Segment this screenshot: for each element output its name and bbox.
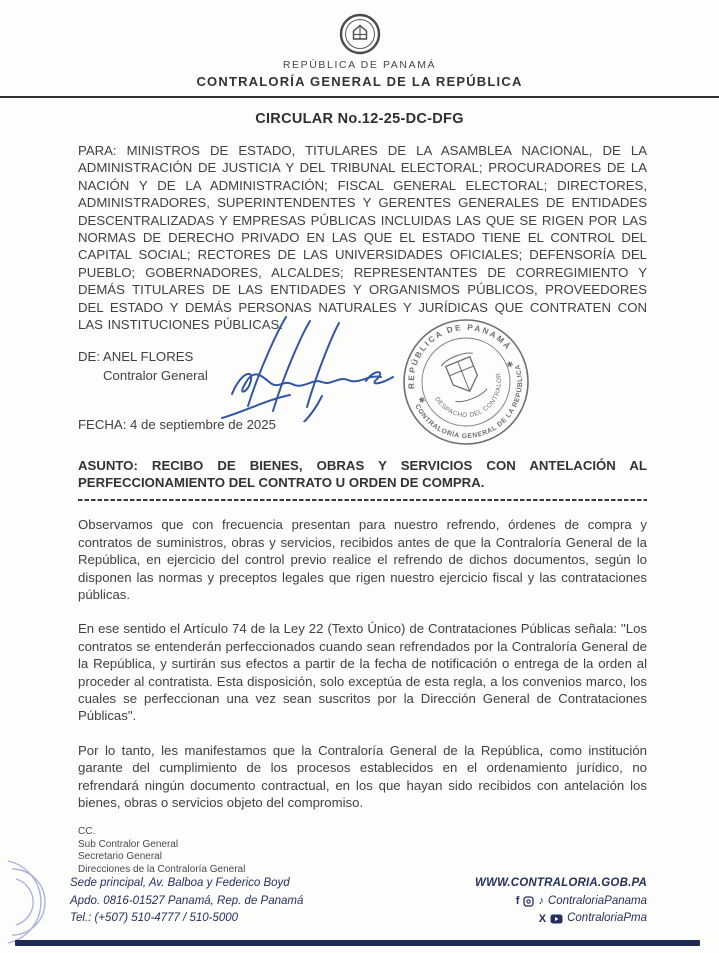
footer-address-line1: Sede principal, Av. Balboa y Federico Boyd — [70, 877, 290, 889]
cc-item: Direcciones de la Contraloría General — [78, 863, 246, 875]
x-icon: X — [538, 912, 547, 925]
stamp-inner-text: DESPACHO DEL CONTRALOR — [433, 372, 504, 420]
tiktok-icon: ♪ — [538, 895, 544, 908]
body-paragraph-3: Por lo tanto, les manifestamos que la Contraloría General de la República, como institución garante del cumplimiento de los procesos establecidos en el ordenamiento jurídico, no refrendará ningún documento contractual, en los que hayan sido recibidos con antelación los bienes, obras o servicios objeto del compromiso. — [78, 742, 647, 810]
footer-social-handle-2: ContraloriaPma — [567, 912, 647, 924]
institution-label: CONTRALORÍA GENERAL DE LA REPÚBLICA — [196, 74, 523, 89]
cc-item: Sub Contralor General — [78, 838, 179, 850]
facebook-icon: f — [515, 895, 520, 908]
body-paragraph-1: Observamos que con frecuencia presentan para nuestro refrendo, órdenes de compra y contratos de suministros, obras y servicios, recibidos antes de que la Contraloría General de la República, en ejercicio del control previo realice el refrendo de dichos documentos, según lo disponen las normas y preceptos legales que rigen nuestro ejercicio fiscal y las contrataciones públicas. — [78, 517, 647, 602]
youtube-icon — [550, 914, 563, 924]
footer — [0, 857, 719, 953]
from-title: Contralor General — [103, 367, 208, 383]
footer-bottom-bar — [15, 940, 700, 946]
body-paragraph-2: En ese sentido el Artículo 74 de la Ley 22 (Texto Único) de Contrataciones Públicas señala: "Los contratos se entenderán perfeccionados cuando sean refrendados por la Contraloría General de la República, y surtirán sus efectos a partir de la fecha de notificación o entrega de la orden al proceder al contratista. Esta disposición, solo exceptúa de esta regla, a los convenios marco, los cuales se perfeccionan una vez sean suscritos por la Dirección General de Contrataciones Públicas". — [78, 621, 647, 724]
footer-address-line3: Tel.: (+507) 510-4777 / 510-5000 — [70, 912, 239, 924]
stamp-star-right: ✱ — [505, 359, 515, 371]
circular-title: CIRCULAR No.12-25-DC-DFG — [255, 111, 464, 127]
stamp-star-left: ✱ — [417, 395, 427, 407]
footer-arcs-decoration — [0, 857, 62, 947]
dashed-separator — [78, 499, 647, 502]
footer-address — [70, 875, 303, 928]
stamp-ring-bottom-text: CONTRALORÍA GENERAL DE LA REPÚBLICA — [413, 363, 525, 441]
footer-website: WWW.CONTRALORIA.GOB.PA — [475, 877, 647, 889]
national-seal-icon — [339, 13, 381, 55]
footer-address-line2: Apdo. 0816-01527 Panamá, Rep. de Panamá — [70, 894, 304, 907]
date-line: FECHA: 4 de septiembre de 2025 — [78, 417, 276, 433]
cc-item: Secretario General — [78, 851, 162, 863]
footer-social-handle-1: ContraloriaPanama — [547, 894, 647, 907]
subject-paragraph: ASUNTO: RECIBO DE BIENES, OBRAS Y SERVICIOS CON ANTELACIÓN AL PERFECCIONAMIENTO DEL CONTRATO U ORDEN DE COMPRA. — [78, 457, 647, 491]
recipients-paragraph: PARA: MINISTROS DE ESTADO, TITULARES DE LA ASAMBLEA NACIONAL, DE LA ADMINISTRACIÓN DE JUSTICIA Y DEL TRIBUNAL ELECTORAL; PROCURADORES DE LA NACIÓN Y DE LA ADMINISTRACIÓN; FISCAL GENERAL ELECTORAL; DIRECTORES, ADMINISTRADORES, SUPERINTENDENTES Y GERENTES GENERALES DE ENTIDADES DESCENTRALIZADAS Y EMPRESAS PÚBLICAS INCLUIDAS LAS QUE SE RIGEN POR LAS NORMAS DE DERECHO PRIVADO EN LAS QUE EL ESTADO TIENE EL CONTROL DEL CAPITAL SOCIAL; RECTORES DE LAS UNIVERSIDADES OFICIALES; DEFENSORÍA DEL PUEBLO; GOBERNADORES, ALCALDES; REPRESENTANTES DE CORREGIMIENTO Y DEMÁS TITULARES DE LAS ENTIDADES Y ORGANISMOS PÚBLICOS, PROVEEDORES DEL ESTADO Y DEMÁS PERSONAS NATURALES Y JURÍDICAS QUE CONTRATEN CON LAS INSTITUCIONES PÚBLICAS. — [78, 143, 647, 333]
letterhead — [0, 0, 719, 89]
from-name: DE: ANEL FLORES — [78, 349, 194, 365]
cc-label: CC. — [78, 826, 96, 838]
footer-web-social — [475, 875, 647, 928]
instagram-icon — [523, 896, 534, 907]
republic-label: REPÚBLICA DE PANAMÁ — [282, 59, 437, 71]
header-rule — [0, 96, 719, 98]
stamp-ring-top-text: REPÚBLICA DE PANAMÁ — [406, 323, 514, 390]
